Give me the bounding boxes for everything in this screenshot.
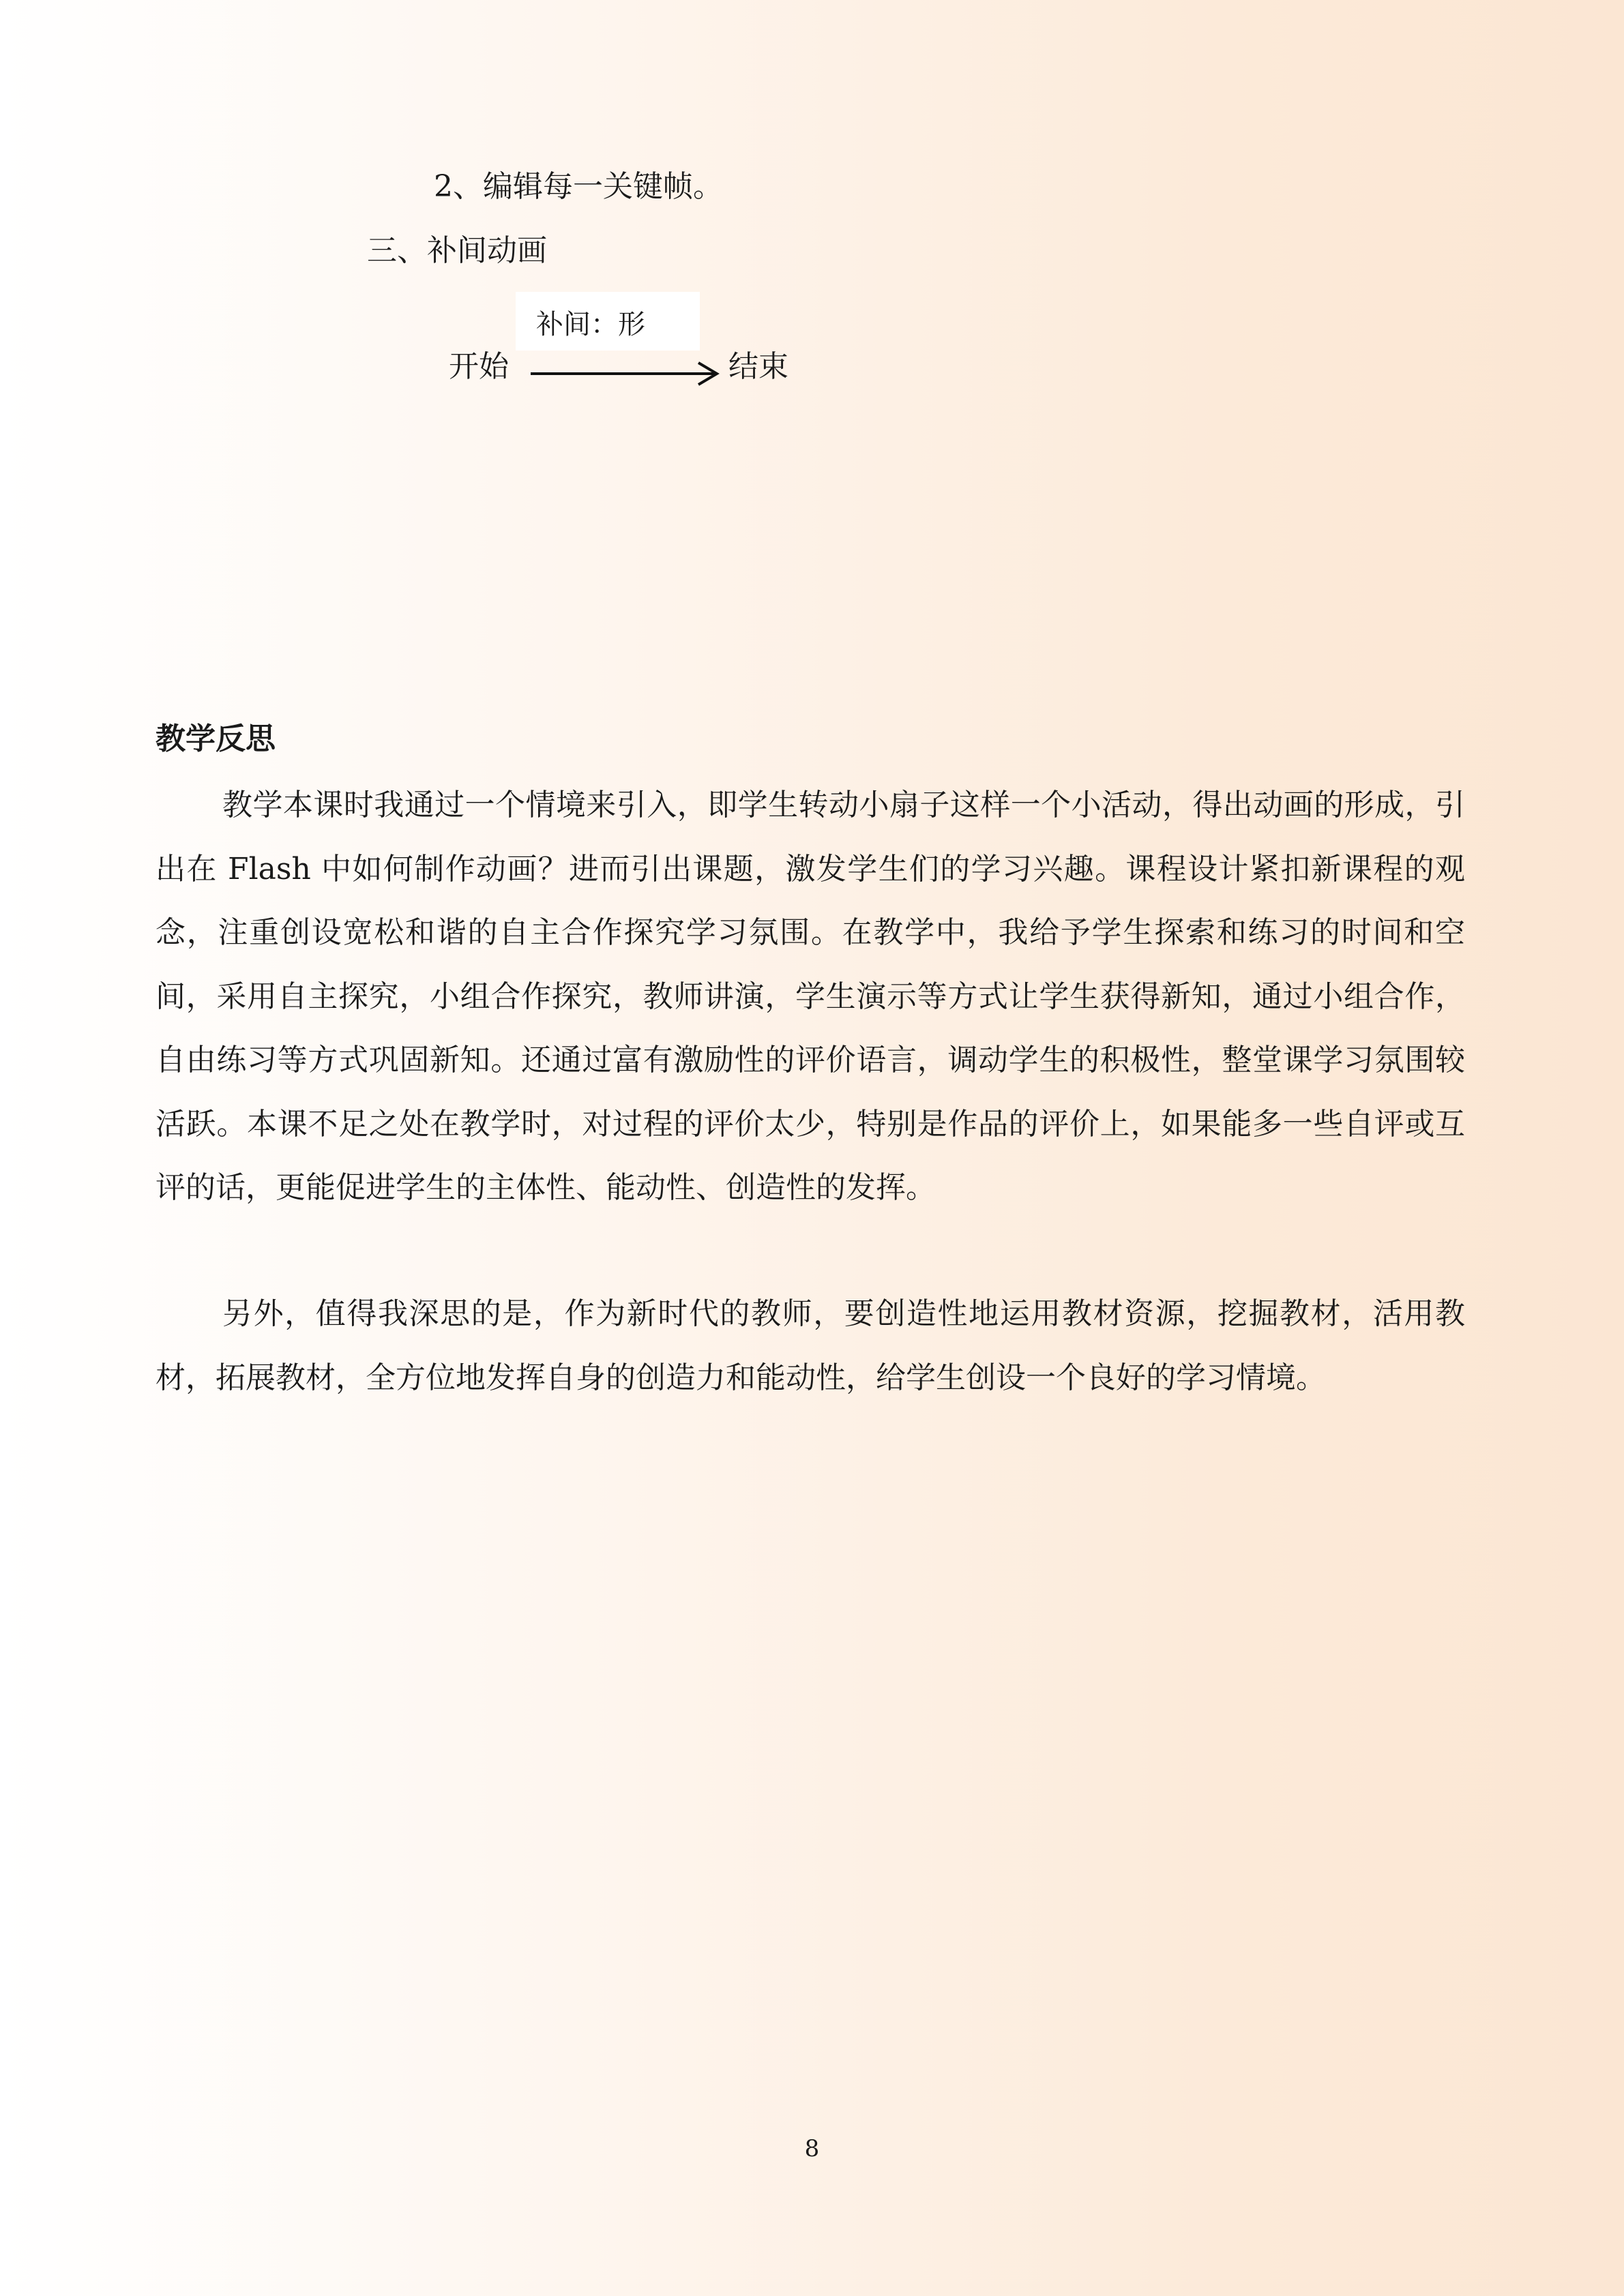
section-heading-tween-animation: 三、补间动画	[367, 233, 547, 268]
tween-start-label: 开始	[449, 349, 509, 384]
tween-end-label: 结束	[728, 349, 788, 384]
reflection-paragraph-2: 另外，值得我深思的是，作为新时代的教师，要创造性地运用教材资源，挖掘教材，活用教材，拓展教材，全方位地发挥自身的创造力和能动性，给学生创设一个良好的学习情境。	[156, 1296, 1465, 1395]
reflection-heading: 教学反思	[156, 721, 276, 756]
right-arrow-icon	[531, 359, 720, 389]
page-number: 8	[804, 2135, 820, 2162]
outline-step-2: 2、编辑每一关键帧。	[434, 169, 723, 204]
reflection-paragraph-1: 教学本课时我通过一个情境来引入，即学生转动小扇子这样一个小活动，得出动画的形成，引出在 Flash 中如何制作动画？进而引出课题，激发学生们的学习兴趣。课程设计紧扣新课程的观念，注重创设宽松和谐的自主合作探究学习氛围。在教学中，我给予学生探索和练习的时间和空间，采用自主探究，小组合作探究，教师讲演，学生演示等方式让学生获得新知，通过小组合作，自由练习等方式巩固新知。还通过富有激励性的评价语言，调动学生的积极性，整堂课学习氛围较活跃。本课不足之处在教学时，对过程的评价太少，特别是作品的评价上，如果能多一些自评或互评的话，更能促进学生的主体性、能动性、创造性的发挥。	[156, 788, 1465, 1205]
tween-label: 补间：形	[536, 309, 645, 340]
